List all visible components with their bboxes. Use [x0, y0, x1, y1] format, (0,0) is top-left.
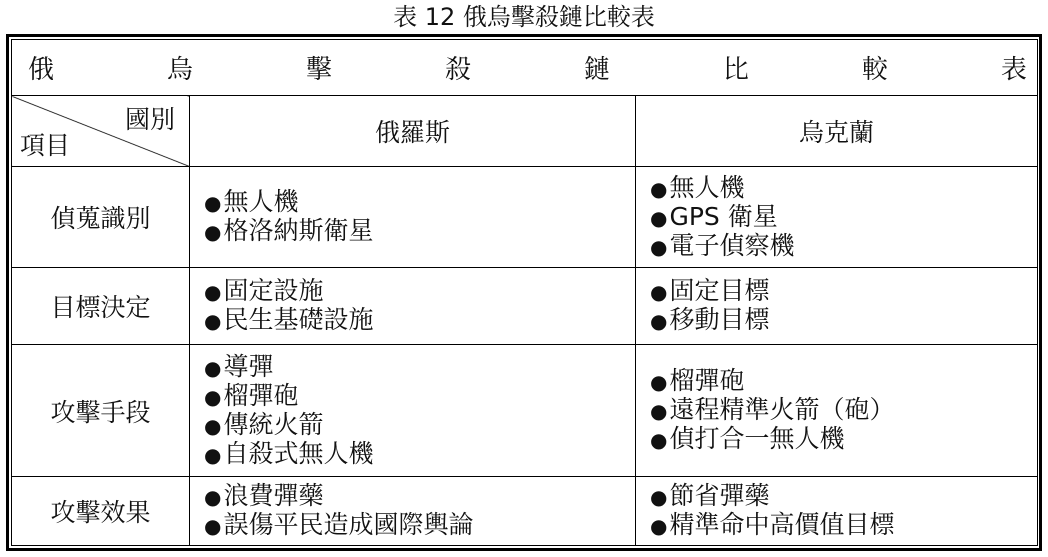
list-item: ●遠程精準火箭（砲） [650, 395, 895, 424]
table-title [12, 49, 1037, 86]
row-category: 偵蒐識別 [12, 167, 190, 268]
list-item: ●導彈 [204, 351, 274, 381]
title-char: 俄 [28, 55, 55, 85]
title-char: 比 [722, 55, 749, 85]
list-item: ●固定目標 [650, 276, 770, 305]
table-row [12, 268, 1038, 345]
list-item: ●精準命中高價值目標 [650, 510, 895, 539]
list-item: ●GPS 衛星 [650, 201, 778, 231]
list-item: ●移動目標 [650, 305, 770, 334]
ukraine-cell [636, 345, 1038, 477]
title-char: 殺 [444, 55, 471, 85]
header-row [12, 96, 1038, 167]
ukraine-cell [636, 477, 1038, 546]
title-char: 鏈 [583, 55, 610, 85]
comparison-table [11, 39, 1038, 546]
list-item: ●無人機 [204, 187, 299, 216]
list-item: ●格洛納斯衛星 [204, 216, 374, 245]
list-item: ●榴彈砲 [650, 366, 745, 395]
russia-cell [190, 167, 636, 268]
row-category: 目標決定 [12, 268, 190, 345]
title-char: 表 [1000, 55, 1027, 85]
column-header-russia: 俄羅斯 [190, 96, 636, 167]
list-item: ●傳統火箭 [204, 409, 324, 439]
row-category: 攻擊手段 [12, 345, 190, 477]
ukraine-cell [636, 268, 1038, 345]
row-category: 攻擊效果 [12, 477, 190, 546]
list-item: ●浪費彈藥 [204, 481, 324, 510]
list-item: ●無人機 [650, 172, 745, 202]
ukraine-cell [636, 167, 1038, 268]
title-char: 較 [861, 55, 888, 85]
title-row [12, 40, 1038, 96]
list-item: ●民生基礎設施 [204, 305, 374, 334]
list-item: ●電子偵察機 [650, 230, 795, 260]
table-row [12, 167, 1038, 268]
corner-header-cell [12, 96, 190, 167]
list-item: ●偵打合一無人機 [650, 424, 845, 453]
title-char: 擊 [305, 55, 332, 85]
table-row [12, 477, 1038, 546]
corner-country-label: 國別 [124, 105, 175, 134]
list-item: ●榴彈砲 [204, 380, 299, 410]
column-header-ukraine: 烏克蘭 [636, 96, 1038, 167]
table-row [12, 345, 1038, 477]
corner-item-label: 項目 [20, 131, 71, 160]
title-cell [12, 40, 1038, 96]
list-item: ●誤傷平民造成國際輿論 [204, 510, 474, 539]
russia-cell [190, 268, 636, 345]
list-item: ●固定設施 [204, 276, 324, 305]
table-caption: 表 12 俄烏擊殺鏈比較表 [393, 3, 655, 31]
russia-cell [190, 477, 636, 546]
title-char: 烏 [166, 55, 193, 85]
list-item: ●節省彈藥 [650, 481, 770, 510]
list-item: ●自殺式無人機 [204, 438, 374, 468]
russia-cell [190, 345, 636, 477]
